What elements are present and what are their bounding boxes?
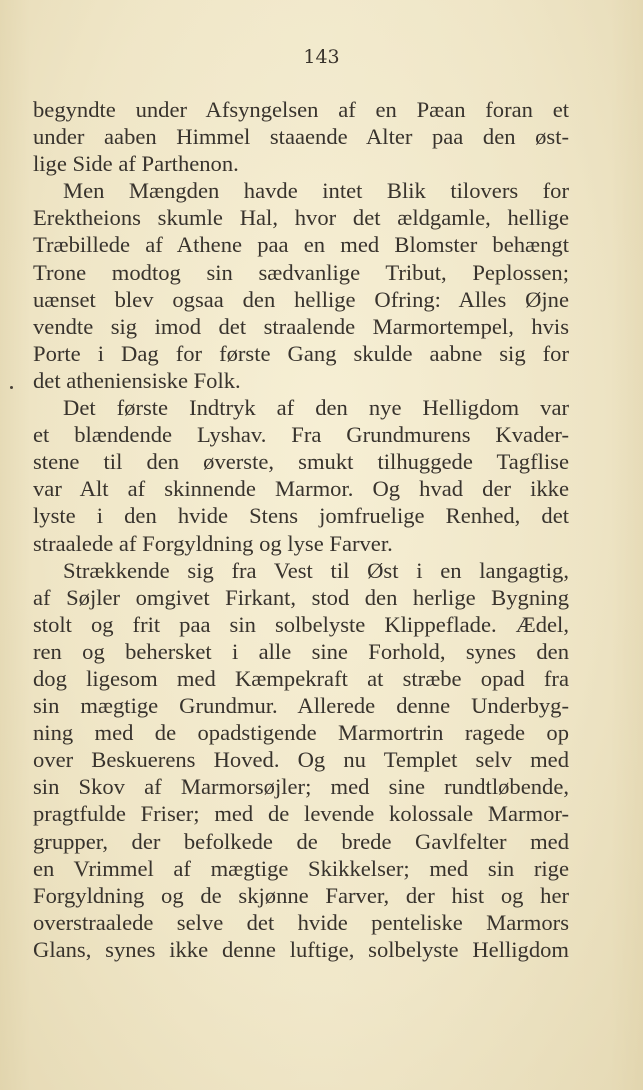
text-line: sin Skov af Marmorsøjler; med sine rundtløbende,	[33, 774, 569, 800]
text-line: Træbillede af Athene paa en med Blomster behængt	[33, 232, 569, 258]
text-line: stene til den øverste, smukt tilhuggede Tagflise	[33, 449, 569, 475]
text-line: grupper, der befolkede de brede Gavlfelter med	[33, 828, 569, 854]
text-line: stolt og frit paa sin solbelyste Klippeflade. Ædel,	[33, 611, 569, 637]
text-line: Trone modtog sin sædvanlige Tribut, Peplossen;	[33, 259, 569, 285]
text-line: af Søjler omgivet Firkant, stod den herlige Bygning	[33, 584, 569, 610]
text-line: dog ligesom med Kæmpekraft at stræbe opad fra	[33, 665, 569, 691]
text-line: var Alt af skinnende Marmor. Og hvad der ikke	[33, 476, 569, 502]
text-line: en Vrimmel af mægtige Skikkelser; med sin rige	[33, 855, 569, 881]
text-line: Glans, synes ikke denne luftige, solbelyste Helligdom	[33, 936, 569, 962]
text-line: overstraalede selve det hvide penteliske Marmors	[33, 909, 569, 935]
text-line: lige Side af Parthenon.	[33, 151, 239, 177]
text-line: straalede af Forgyldning og lyse Farver.	[33, 530, 393, 556]
text-line: ren og behersket i alle sine Forhold, synes den	[33, 638, 569, 664]
page-number: 143	[303, 46, 340, 68]
text-line: pragtfulde Friser; med de levende kolossale Marmor-	[33, 801, 569, 827]
text-line: ning med de opadstigende Marmortrin ragede op	[33, 720, 569, 746]
text-line: det atheniensiske Folk.	[33, 367, 241, 393]
body-text	[33, 96, 569, 963]
text-line: lyste i den hvide Stens jomfruelige Renhed, det	[33, 503, 569, 529]
text-line: Porte i Dag for første Gang skulde aabne sig for	[33, 340, 569, 366]
text-line: vendte sig imod det straalende Marmortempel, hvis	[33, 313, 569, 339]
text-line: uænset blev ogsaa den hellige Ofring: Alles Øjne	[33, 286, 569, 312]
text-line: under aaben Himmel staaende Alter paa den øst-	[33, 124, 569, 150]
text-line: over Beskuerens Hoved. Og nu Templet selv med	[33, 747, 569, 773]
text-line: Erektheions skumle Hal, hvor det ældgamle, hellige	[33, 205, 569, 231]
text-line: Forgyldning og de skjønne Farver, der hist og her	[33, 882, 569, 908]
text-line: Men Mængden havde intet Blik tilovers for	[63, 178, 569, 204]
margin-dot	[10, 386, 13, 389]
text-line: et blændende Lyshav. Fra Grundmurens Kvader-	[33, 422, 569, 448]
text-line: Strækkende sig fra Vest til Øst i en langagtig,	[63, 557, 569, 583]
text-line: sin mægtige Grundmur. Allerede denne Underbyg-	[33, 693, 569, 719]
text-line: Det første Indtryk af den nye Helligdom var	[63, 395, 569, 421]
text-line: begyndte under Afsyngelsen af en Pæan foran et	[33, 97, 569, 122]
